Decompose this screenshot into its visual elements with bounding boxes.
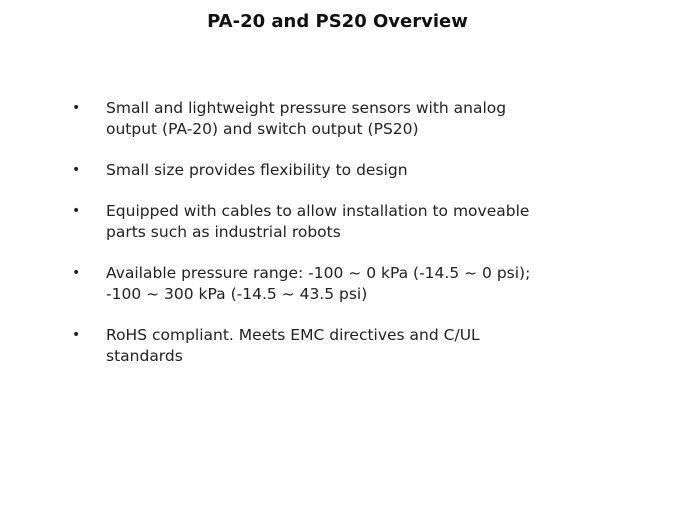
- bullet-item: [72, 263, 632, 305]
- bullet-text: Equipped with cables to allow installation to moveable parts such as industrial robots: [106, 202, 530, 241]
- bullet-item: [72, 201, 632, 243]
- bullet-text: RoHS compliant. Meets EMC directives and C/UL standards: [106, 326, 480, 365]
- bullet-item: [72, 325, 632, 367]
- bullet-icon: •: [72, 100, 81, 116]
- bullet-icon: •: [72, 203, 81, 219]
- bullet-icon: •: [72, 327, 81, 343]
- bullet-icon: •: [72, 162, 81, 178]
- bullet-list: [72, 98, 632, 387]
- bullet-icon: •: [72, 265, 81, 281]
- bullet-text: Available pressure range: -100 ~ 0 kPa (-14.5 ~ 0 psi); -100 ~ 300 kPa (-14.5 ~ 43.5 psi): [106, 264, 531, 303]
- bullet-text: Small and lightweight pressure sensors with analog output (PA-20) and switch output (PS20): [106, 99, 507, 138]
- bullet-text: Small size provides flexibility to design: [106, 161, 408, 179]
- bullet-item: [72, 98, 632, 140]
- slide-title: PA-20 and PS20 Overview: [207, 11, 468, 32]
- bullet-item: [72, 160, 632, 181]
